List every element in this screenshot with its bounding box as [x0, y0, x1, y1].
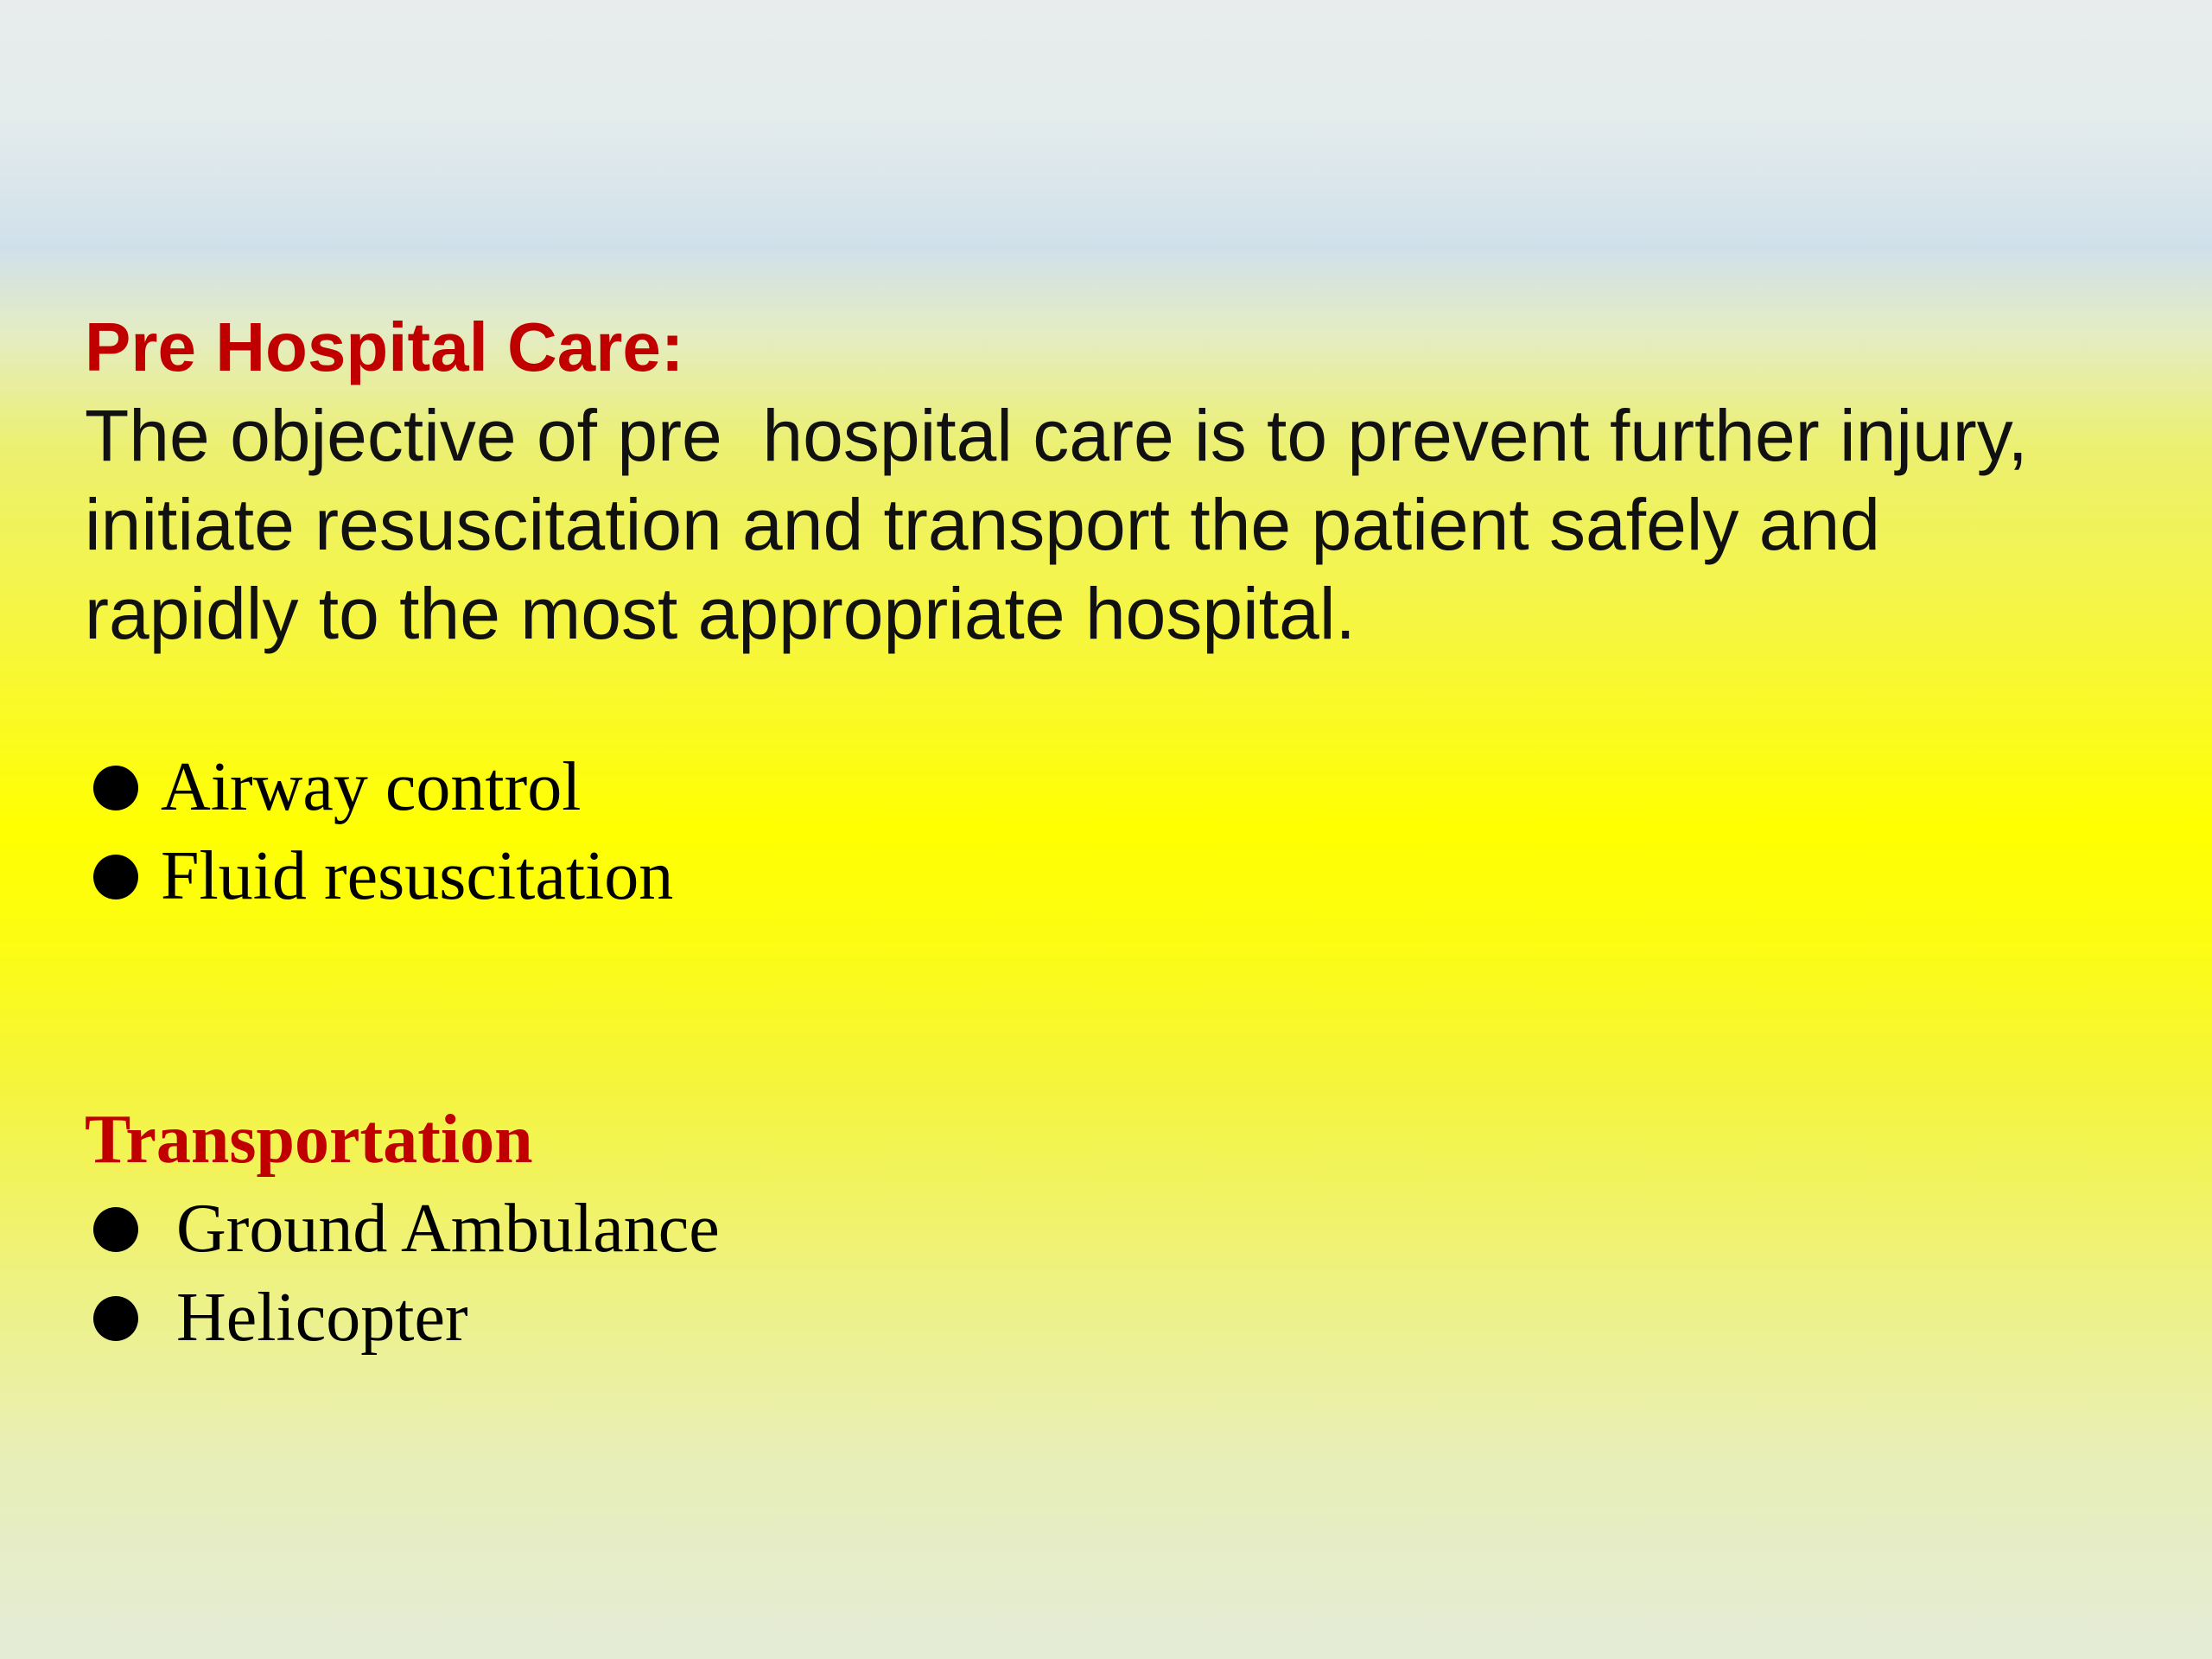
bullet-dot-icon	[93, 1296, 138, 1341]
objective-line: rapidly to the most appropriate hospital.	[85, 573, 1356, 654]
bullet-dot-icon	[93, 766, 138, 810]
transport-bullet-list	[93, 1185, 720, 1363]
objective-line: initiate resuscitation and transport the patient safely and	[85, 484, 1880, 565]
bullet-item-fluid-resuscitation	[93, 832, 673, 921]
bullet-label: Airway control	[161, 749, 582, 825]
bullet-item-helicopter	[93, 1274, 720, 1363]
bullet-label: Ground Ambulance	[176, 1191, 720, 1267]
transportation-heading: Transportation	[85, 1102, 533, 1178]
pre-hospital-care-heading: Pre Hospital Care:	[85, 308, 684, 385]
care-bullet-list	[93, 743, 673, 921]
bullet-item-ground-ambulance	[93, 1185, 720, 1274]
bullet-dot-icon	[93, 855, 138, 899]
bullet-label: Fluid resuscitation	[161, 838, 674, 914]
bullet-dot-icon	[93, 1207, 138, 1252]
bullet-label: Helicopter	[176, 1280, 468, 1356]
bullet-item-airway-control	[93, 743, 673, 832]
objective-line: The objective of pre hospital care is to prevent further injury,	[85, 395, 2028, 476]
objective-paragraph	[85, 391, 2158, 658]
